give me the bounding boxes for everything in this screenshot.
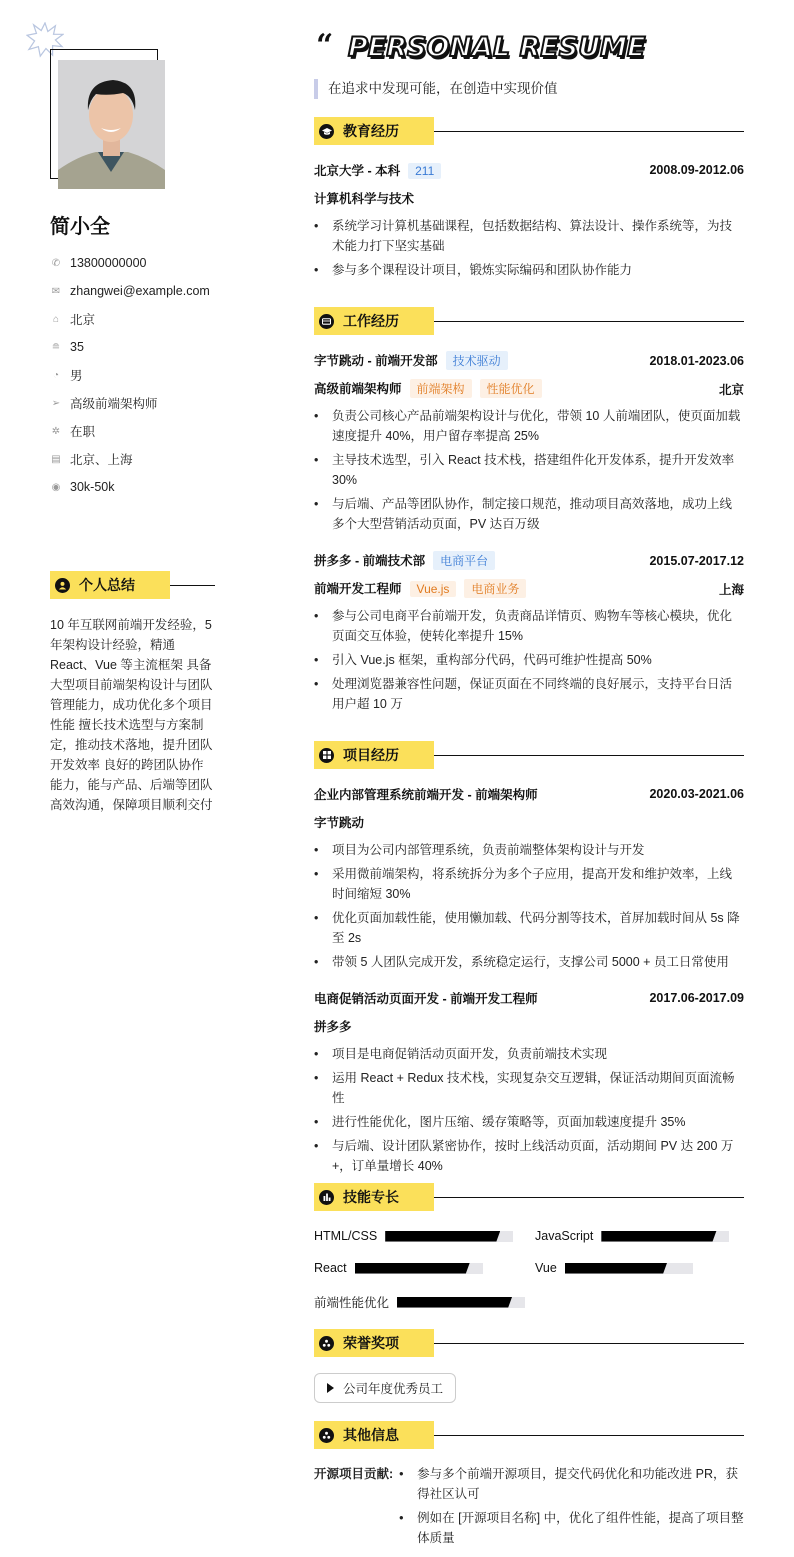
list-item: • 处理浏览器兼容性问题，保证页面在不同终端的良好展示，支持平台日活用户超 10 万	[314, 674, 744, 714]
summary-text: 10 年互联网前端开发经验，5 年架构设计经验，精通 React、Vue 等主流框架 具备大型项目前端架构设计与团队管理能力，成功优化多个项目性能 擅长技术选型与方案制定，推动技术落地，提升团队开发效率 良好的跨团队协作能力，能与产品、后端等团队高效沟通，保障项目顺利交付	[50, 618, 213, 812]
list-item: • 参与多个课程设计项目，锻炼实际编码和团队协作能力	[314, 260, 744, 280]
company-tag: 技术驱动	[446, 351, 508, 370]
award-item: 公司年度优秀员工	[314, 1373, 456, 1403]
list-item: • 例如在 [开源项目名称] 中，优化了组件性能，提高了项目整体质量	[399, 1508, 744, 1548]
salary-icon: ◉	[51, 481, 61, 493]
project-company: 拼多多	[314, 1020, 352, 1034]
user-icon	[55, 578, 70, 593]
skill-bar	[565, 1263, 693, 1274]
profile-name: 简小全	[50, 216, 110, 238]
list-item: • 进行性能优化，图片压缩、缓存策略等，页面加载速度提升 35%	[314, 1112, 744, 1132]
company-name: 字节跳动 - 前端开发部	[314, 354, 438, 368]
list-item: • 参与公司电商平台前端开发，负责商品详情页、购物车等核心模块，优化页面交互体验，使转化率提升 15%	[314, 606, 744, 646]
info-age: ≘ 35	[51, 340, 84, 354]
section-divider	[434, 1197, 744, 1198]
job-date: 2018.01-2023.06	[649, 353, 744, 368]
list-item: • 负责公司核心产品前端架构设计与优化，带领 10 人前端团队，使页面加载速度提升 40%，用户留存率提高 25%	[314, 406, 744, 446]
list-item: • 与后端、产品等团队协作，制定接口规范，推动项目高效落地，成功上线多个大型营销活动页面，PV 达百万级	[314, 494, 744, 534]
award-icon	[319, 1336, 334, 1351]
role-tag: 前端架构	[410, 379, 472, 398]
award-icon	[319, 1428, 334, 1443]
section-divider	[434, 321, 744, 322]
project-date: 2020.03-2021.06	[649, 787, 744, 801]
building-icon: ▤	[51, 453, 61, 465]
list-item: • 系统学习计算机基础课程，包括数据结构、算法设计、操作系统等，为技术能力打下坚实基础	[314, 216, 744, 256]
section-summary-heading: 个人总结	[50, 571, 215, 599]
job-header	[314, 351, 744, 370]
info-gender: ◔ 男	[50, 361, 210, 389]
project-name: 企业内部管理系统前端开发 - 前端架构师	[314, 788, 538, 802]
avatar	[58, 60, 165, 189]
project-company: 字节跳动	[314, 816, 365, 830]
job-bullets	[314, 606, 744, 718]
job-role: 前端开发工程师	[314, 582, 402, 596]
section-skills-heading: 技能专长	[314, 1183, 744, 1211]
job-role-row	[314, 579, 744, 598]
briefcase-icon	[319, 314, 334, 329]
list-item: • 参与多个前端开源项目，提交代码优化和功能改进 PR，获得社区认可	[399, 1464, 744, 1504]
info-email[interactable]: ✉ zhangwei@example.com	[51, 284, 210, 298]
education-date: 2008.09-2012.06	[649, 163, 744, 177]
skill-html-css: HTML/CSS	[314, 1229, 513, 1243]
school-tag: 211	[408, 163, 441, 179]
list-item: • 引入 Vue.js 框架，重构部分代码，代码可维护性提高 50%	[314, 650, 744, 670]
job-role: 高级前端架构师	[314, 382, 402, 396]
info-phone: ✆ 13800000000	[51, 256, 147, 270]
project-name: 电商促销活动页面开发 - 前端开发工程师	[314, 992, 538, 1006]
job-role-row	[314, 379, 744, 398]
section-divider	[170, 585, 215, 586]
motto: 在追求中发现可能，在创造中实现价值	[314, 79, 558, 99]
project-date: 2017.06-2017.09	[649, 991, 744, 1005]
list-item: • 与后端、设计团队紧密协作，按时上线活动页面，活动期间 PV 达 200 万 +，订单量增长 40%	[314, 1136, 744, 1176]
project-company-row	[314, 813, 744, 831]
section-divider	[434, 1435, 744, 1436]
info-status: ✲ 在职	[51, 425, 96, 439]
status-icon: ✲	[51, 425, 61, 437]
skill-performance: 前端性能优化	[314, 1293, 525, 1311]
info-target-city: ▤ 北京、上海	[51, 453, 133, 467]
list-item: • 项目为公司内部管理系统，负责前端整体架构设计与开发	[314, 840, 744, 860]
job-bullets	[314, 406, 744, 538]
section-divider	[434, 131, 744, 132]
school-name: 北京大学 - 本科	[314, 164, 401, 178]
contact-info-list	[50, 249, 210, 501]
role-tag: Vue.js	[410, 581, 457, 597]
section-projects-heading: 项目经历	[314, 741, 744, 769]
skill-bar	[385, 1231, 513, 1242]
education-entry-header	[314, 161, 744, 179]
other-info	[314, 1464, 744, 1552]
skill-bar	[601, 1231, 729, 1242]
project-company-row	[314, 1017, 744, 1035]
job-date: 2015.07-2017.12	[649, 553, 744, 568]
list-item: • 主导技术选型，引入 React 技术栈，搭建组件化开发体系，提升开发效率 30%	[314, 450, 744, 490]
other-bullets	[399, 1464, 744, 1552]
home-icon: ⌂	[52, 313, 60, 325]
job-header	[314, 551, 744, 570]
project-bullets	[314, 840, 744, 976]
skill-vue: Vue	[535, 1261, 693, 1275]
company-name: 拼多多 - 前端技术部	[314, 554, 426, 568]
mail-icon: ✉	[51, 285, 61, 297]
section-other-heading: 其他信息	[314, 1421, 744, 1449]
project-header	[314, 989, 744, 1007]
info-salary: ◉ 30k-50k	[51, 480, 115, 494]
grid-icon	[319, 748, 334, 763]
cake-icon: ≘	[51, 341, 61, 353]
info-location: ⌂ 北京	[50, 305, 210, 333]
list-item: • 运用 React + Redux 技术栈，实现复杂交互逻辑，保证活动期间页面流畅性	[314, 1068, 744, 1108]
section-education-heading: 教育经历	[314, 117, 744, 145]
project-header	[314, 785, 744, 803]
skill-react: React	[314, 1261, 483, 1275]
company-tag: 电商平台	[433, 551, 495, 570]
education-major-row	[314, 189, 744, 207]
list-item: • 带领 5 人团队完成开发，系统稳定运行，支撑公司 5000 + 员工日常使用	[314, 952, 744, 972]
info-position: ➢ 高级前端架构师	[51, 397, 158, 411]
education-bullets	[314, 216, 744, 284]
gender-icon: ◔	[52, 369, 60, 381]
job-city: 北京	[718, 382, 744, 397]
bar-chart-icon	[319, 1190, 334, 1205]
major: 计算机科学与技术	[314, 192, 415, 206]
job-city: 上海	[718, 582, 744, 597]
list-item: • 优化页面加载性能，使用懒加载、代码分割等技术，首屏加载时间从 5s 降至 2s	[314, 908, 744, 948]
section-honors-heading: 荣誉奖项	[314, 1329, 744, 1357]
skill-bar	[355, 1263, 483, 1274]
list-item: • 采用微前端架构，将系统拆分为多个子应用，提高开发和维护效率，上线时间缩短 30%	[314, 864, 744, 904]
section-work-heading: 工作经历	[314, 307, 744, 335]
skill-bar	[397, 1297, 525, 1308]
page-title: PERSONAL RESUME	[348, 32, 646, 63]
graduation-cap-icon	[319, 124, 334, 139]
list-item: • 项目是电商促销活动页面开发，负责前端技术实现	[314, 1044, 744, 1064]
send-icon: ➢	[51, 397, 61, 409]
role-tag: 电商业务	[464, 579, 526, 598]
project-bullets	[314, 1044, 744, 1180]
section-divider	[434, 755, 744, 756]
role-tag: 性能优化	[480, 379, 542, 398]
skill-javascript: JavaScript	[535, 1229, 729, 1243]
section-divider	[434, 1343, 744, 1344]
play-triangle-icon	[327, 1383, 334, 1393]
phone-icon: ✆	[51, 257, 61, 269]
quote-mark: “	[316, 28, 334, 63]
other-label: 开源项目贡献:	[314, 1467, 394, 1481]
